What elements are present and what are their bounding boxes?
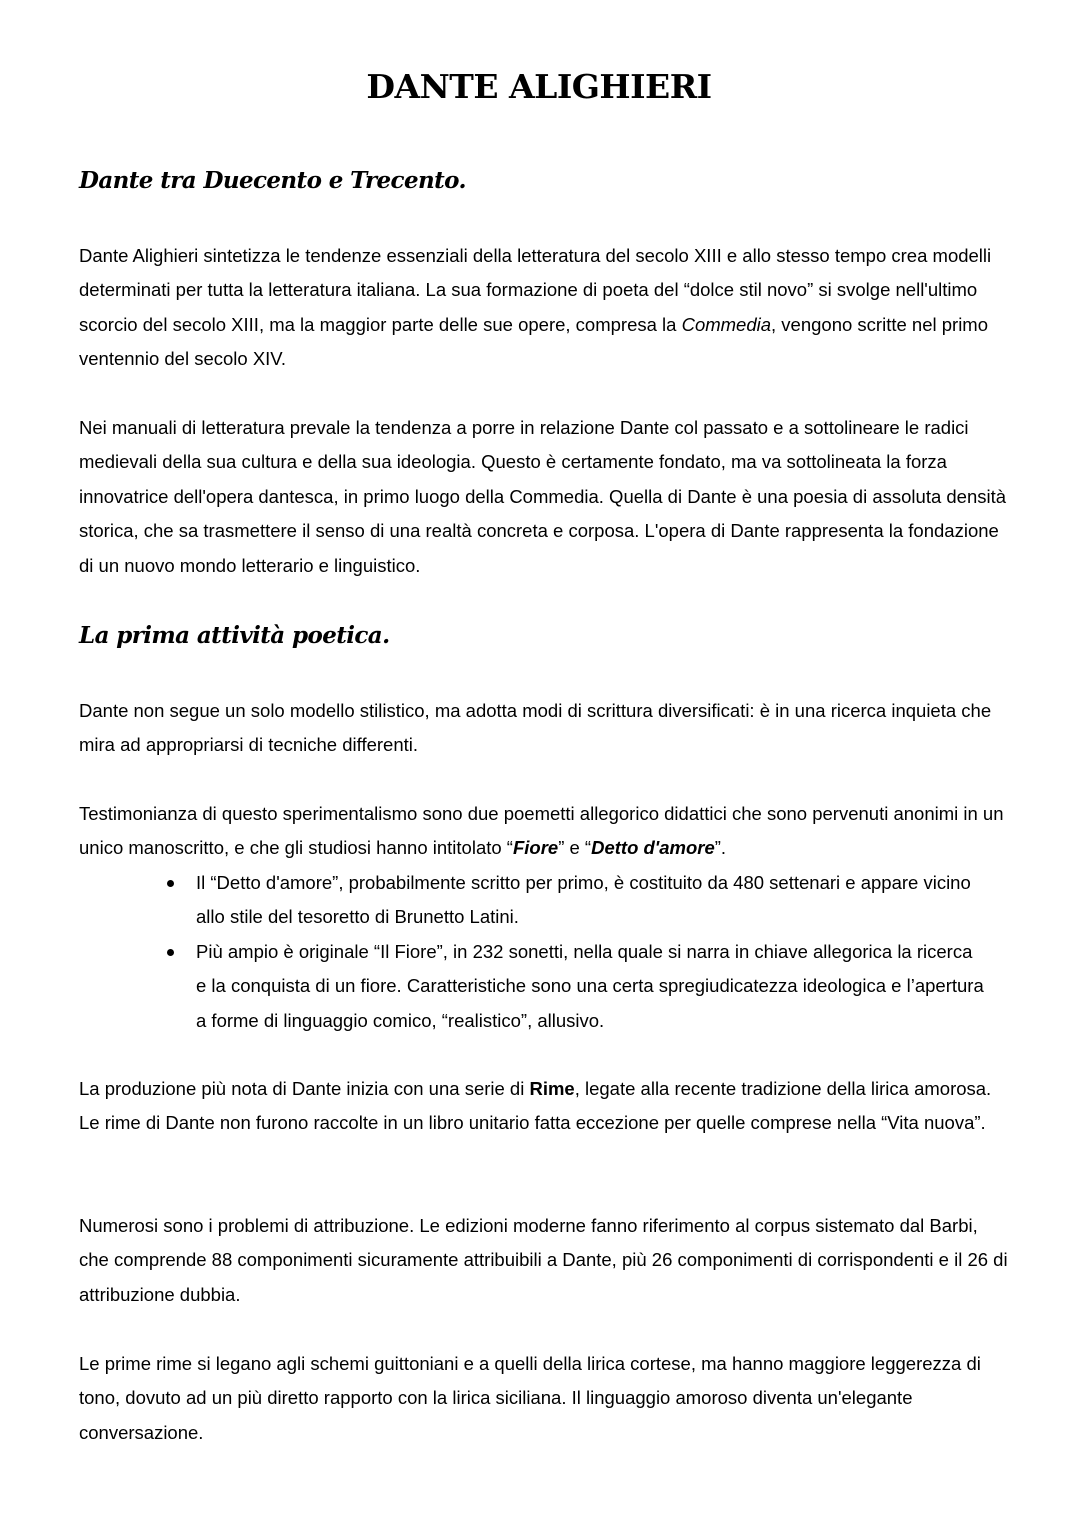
term-rime: Rime — [529, 1078, 575, 1099]
paragraph-text: , legate alla recente tradizione della lirica amorosa. Le rime di Dante non furono raccolte in un libro unitario fatta eccezione per quelle comprese nella “Vita nuova”. — [79, 1078, 992, 1134]
paragraph-manuali: Nei manuali di letteratura prevale la tendenza a porre in relazione Dante col passato e a sottolineare le radici medievali della sua cultura e della sua ideologia. Questo è certamente fondato, ma va sottolineata la forza innovatrice dell'opera dantesca, in primo luogo della Commedia. Quella di Dante è una poesia di assoluta densità storica, che sa trasmettere il senso di una realtà concreta e corposa. L'opera di Dante rappresenta la fondazione di un nuovo mondo letterario e linguistico. — [79, 417, 1007, 576]
paragraph-rime — [79, 1072, 1009, 1141]
paragraph-text: ” e “ — [558, 837, 592, 859]
list-item — [79, 866, 986, 935]
emphasis-commedia: Commedia — [681, 313, 772, 335]
list-item-text: Il “Detto d'amore”, probabilmente scritto per primo, è costituito da 480 settenari e appare vicino allo stile del tesoretto di Brunetto Latini. — [196, 872, 971, 928]
list-item-text: Più ampio è originale “Il Fiore”, in 232 sonetti, nella quale si narra in chiave allegorica la ricerca e la conquista di un fiore. Caratteristiche sono una certa spregiudicatezza ideologica e l’apertura a forme di linguaggio comico, “realistico”, allusivo. — [196, 940, 984, 1031]
bullet-list-poemetti — [79, 866, 1009, 1038]
section-heading-prima-attivita: La prima attività poetica. — [79, 622, 390, 649]
paragraph-prime-rime: Le prime rime si legano agli schemi guittoniani e a quelli della lirica cortese, ma hanno maggiore leggerezza di tono, dovuto ad un più diretto rapporto con la lirica siciliana. Il linguaggio amoroso diventa un'elegante conversazione. — [79, 1353, 981, 1443]
paragraph-modello-stilistico: Dante non segue un solo modello stilistico, ma adotta modi di scrittura diversificati: è in una ricerca inquieta che mira ad appropriarsi di tecniche differenti. — [79, 700, 992, 756]
bullet-dot-icon — [167, 949, 174, 956]
paragraph-text: Testimonianza di questo sperimentalismo sono due poemetti allegorico didattici che sono pervenuti anonimi in un unico manoscritto, e che gli studiosi hanno intitolato “ — [79, 803, 1004, 859]
paragraph-text: ”. — [714, 837, 727, 859]
paragraph-intro — [79, 239, 1009, 377]
paragraph-text: La produzione più nota di Dante inizia con una serie di — [79, 1078, 530, 1099]
section-heading-duecento-trecento: Dante tra Duecento e Trecento. — [79, 167, 466, 194]
document-title: DANTE ALIGHIERI — [366, 67, 712, 106]
paragraph-sperimentalismo — [79, 797, 1009, 866]
paragraph-text: Dante Alighieri sintetizza le tendenze essenziali della letteratura del secolo XIII e allo stesso tempo crea modelli determinati per tutta la letteratura italiana. La sua formazione di poeta del “dolce stil novo” si svolge nell'ultimo scorcio del secolo XIII, ma la maggior parte delle sue opere, compresa la — [79, 245, 992, 335]
paragraph-attribuzione: Numerosi sono i problemi di attribuzione. Le edizioni moderne fanno riferimento al corpus sistemato dal Barbi, che comprende 88 componimenti sicuramente attribuibili a Dante, più 26 componimenti di corrispondenti e il 26 di attribuzione dubbia. — [79, 1215, 1008, 1305]
title-fiore: Fiore — [512, 837, 559, 859]
title-detto-damore: Detto d'amore — [591, 837, 715, 859]
bullet-dot-icon — [167, 880, 174, 887]
paragraph-text: , vengono scritte nel primo ventennio del secolo XIV. — [79, 313, 988, 370]
list-item — [79, 935, 986, 1038]
